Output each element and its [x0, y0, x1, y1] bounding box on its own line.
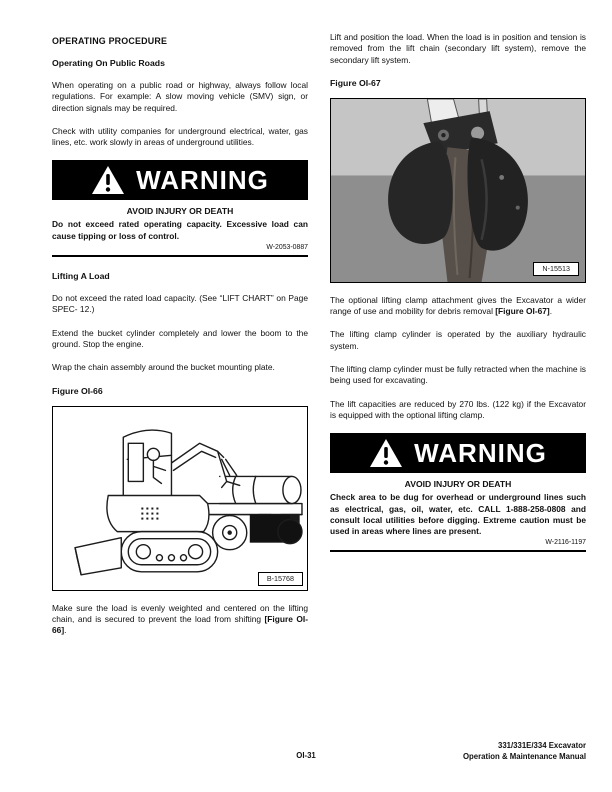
- figure-caption: Figure OI-67: [330, 77, 381, 88]
- paragraph: Lift and position the load. When the load is in position and tension is removed from the lift chain (secondary lift system), remove the secondary lift system.: [330, 32, 586, 65]
- warning-title: AVOID INJURY OR DEATH: [126, 206, 234, 217]
- warning-banner-text: WARNING: [414, 437, 547, 468]
- paragraph: The lifting clamp cylinder must be fully retracted when the machine is being used for excavating.: [330, 364, 586, 386]
- figure-caption: Figure OI-66: [52, 385, 103, 396]
- page-number: OI-31: [296, 751, 316, 760]
- figure-photo-code: N-15513: [533, 262, 579, 276]
- warning-body-text: Do not exceed rated operating capacity. Excessive load can cause tipping or loss of control.: [52, 219, 308, 241]
- figure-oi-67: [330, 98, 586, 283]
- lifting-clamp-photo: [331, 99, 585, 282]
- paragraph-text: Make sure the load is evenly weighted and centered on the lifting chain, and is secured to prevent the load from shifting: [52, 602, 308, 624]
- divider: [330, 550, 586, 552]
- manual-identifier: [463, 741, 586, 762]
- warning-banner: [52, 160, 308, 200]
- warning-code: W-2053-0887: [266, 244, 308, 252]
- paragraph-text: .: [64, 625, 67, 636]
- paragraph: When operating on a public road or highway, always follow local regulations. For example: A slow moving vehicle (SMV) sign, or direction signals may be required.: [52, 80, 308, 113]
- paragraph: Wrap the chain assembly around the bucket mounting plate.: [52, 362, 275, 373]
- model-name: 331/331E/334 Excavator: [497, 741, 586, 750]
- warning-banner-text: WARNING: [136, 164, 269, 195]
- paragraph: The lifting clamp cylinder is operated by the auxiliary hydraulic system.: [330, 329, 586, 351]
- figure-reference: [Figure OI-67]: [495, 306, 550, 317]
- excavator-loading-truck-illustration: [53, 407, 307, 590]
- subsection-heading-public-roads: Operating On Public Roads: [52, 58, 165, 68]
- right-column: [330, 32, 586, 648]
- left-column: [52, 32, 308, 648]
- manual-name: Operation & Maintenance Manual: [462, 751, 586, 761]
- warning-triangle-icon: [91, 165, 125, 195]
- paragraph: Extend the bucket cylinder completely and lower the boom to the ground. Stop the engine.: [52, 327, 308, 349]
- figure-reference: [Figure OI-66]: [52, 613, 308, 636]
- section-heading: OPERATING PROCEDURE: [52, 36, 168, 46]
- warning-body-text: Check area to be dug for overhead or underground lines such as electrical, gas, oil, water, etc. CALL 1-888-258-0808 and consult local utilities before digging. Extreme caution must be used in areas where lines are present.: [330, 492, 586, 537]
- paragraph-text: .: [549, 306, 553, 317]
- warning-box-call-utilities: [330, 433, 586, 552]
- subsection-heading-lifting-a-load: Lifting A Load: [52, 271, 110, 282]
- warning-title: AVOID INJURY OR DEATH: [404, 479, 512, 490]
- warning-triangle-icon: [369, 438, 403, 468]
- paragraph: The lift capacities are reduced by 270 lbs. (122 kg) if the Excavator is equipped with the optional lifting clamp.: [330, 398, 586, 420]
- warning-code: W-2116-1197: [545, 539, 586, 547]
- paragraph: [330, 295, 586, 318]
- divider: [52, 255, 308, 257]
- two-column-layout: [52, 32, 586, 648]
- paragraph-text: The optional lifting clamp attachment gives the Excavator a wider range of use and mobility for debris removal: [330, 294, 586, 317]
- figure-oi-66: [52, 406, 308, 591]
- paragraph: Check with utility companies for underground electrical, water, gas lines, etc. work slowly in areas of underground utilities.: [52, 125, 308, 148]
- paragraph: [52, 603, 308, 637]
- paragraph: Do not exceed the rated load capacity. (See “LIFT CHART” on Page SPEC- 12.): [52, 293, 308, 315]
- figure-photo-code: B-15768: [258, 572, 303, 586]
- warning-banner: [330, 433, 586, 473]
- warning-box-operating-capacity: [52, 160, 308, 257]
